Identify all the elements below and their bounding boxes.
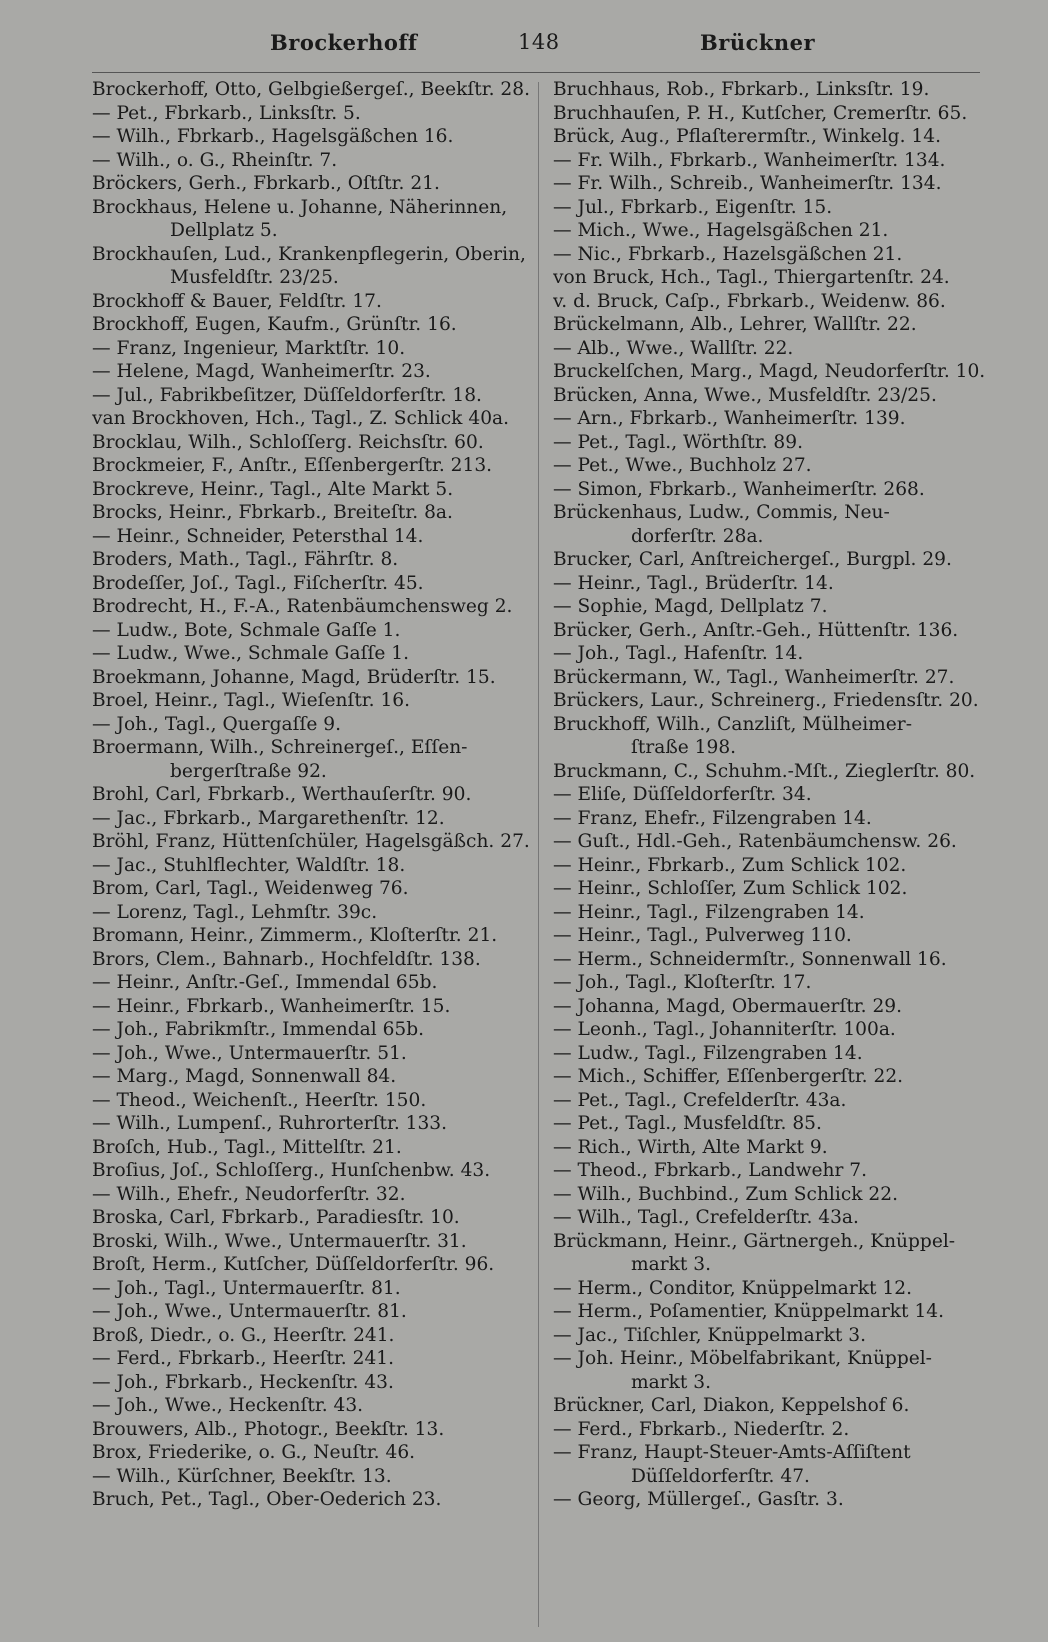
directory-entry-line: Brücken, Anna, Wwe., Musfeldſtr. 23/25. (553, 384, 937, 406)
directory-entry-line: — Jac., Stuhlflechter, Waldſtr. 18. (92, 854, 406, 876)
directory-entry-line: — Pet., Tagl., Musfeldſtr. 85. (553, 1113, 822, 1134)
directory-entry-line: — Sophie, Magd, Dellplatz 7. (553, 596, 828, 617)
page-number: 148 (518, 30, 560, 54)
directory-entry-line: — Joh., Tagl., Kloſterſtr. 17. (553, 972, 812, 993)
directory-entry-line: — Herm., Conditor, Knüppelmarkt 12. (553, 1277, 912, 1299)
directory-entry-line: — Heinr., Tagl., Filzengraben 14. (553, 901, 865, 923)
directory-entry-line: Brocks, Heinr., Fbrkarb., Breiteſtr. 8a. (92, 502, 453, 523)
header-left-entry: Brockerhoff (270, 30, 418, 55)
directory-entry-line: Brückers, Laur., Schreinerg., Friedensſtr. 20. (553, 690, 979, 711)
directory-entry-line: Brocklau, Wilh., Schloſſerg. Reichsſtr. 60. (92, 431, 484, 453)
directory-entry-line: Bröhl, Franz, Hüttenſchüler, Hagelsgäßch. 27. (92, 831, 530, 852)
directory-entry-line: Bruchhauſen, P. H., Kutſcher, Cremerſtr. 65. (553, 102, 968, 124)
directory-entry-line: — Alb., Wwe., Wallſtr. 22. (553, 337, 794, 359)
right-column (553, 78, 988, 1512)
directory-entry-line: Brückner, Carl, Diakon, Keppelshof 6. (553, 1395, 910, 1416)
left-column (92, 78, 532, 1512)
directory-entry-line: — Joh., Wwe., Untermauerſtr. 51. (92, 1042, 407, 1064)
directory-entry-line: — Arn., Fbrkarb., Wanheimerſtr. 139. (553, 408, 906, 429)
directory-entry-line: — Jac., Fbrkarb., Margarethenſtr. 12. (92, 807, 445, 829)
directory-entry-line: — Pet., Tagl., Wörthſtr. 89. (553, 431, 803, 453)
directory-entry-line: — Joh., Fabrikmſtr., Immendal 65b. (92, 1019, 425, 1040)
directory-entry-line: — Eliſe, Düſſeldorferſtr. 34. (553, 784, 812, 805)
directory-entry-line: Brückermann, W., Tagl., Wanheimerſtr. 27. (553, 666, 955, 688)
directory-entry-line: Broermann, Wilh., Schreinergeſ., Eſſen- (92, 737, 468, 758)
directory-entry-line: — Wilh., Kürſchner, Beekſtr. 13. (92, 1465, 392, 1487)
directory-entry-line: Broska, Carl, Fbrkarb., Paradiesſtr. 10. (92, 1207, 460, 1228)
directory-entry-line: Brückelmann, Alb., Lehrer, Wallſtr. 22. (553, 314, 917, 335)
directory-entry-line: dorferſtr. 28a. (631, 525, 764, 547)
directory-entry-line: — Joh., Tagl., Quergaſſe 9. (92, 713, 341, 735)
directory-entry-line: — Franz, Haupt-Steuer-Amts-Aſſiſtent (553, 1442, 911, 1463)
directory-entry-line: — Jac., Tiſchler, Knüppelmarkt 3. (553, 1324, 867, 1346)
directory-entry-line: — Simon, Fbrkarb., Wanheimerſtr. 268. (553, 478, 925, 500)
directory-entry-line: Bruckmann, C., Schuhm.-Mſt., Zieglerſtr. 80. (553, 760, 976, 782)
directory-entry-line: — Jul., Fbrkarb., Eigenſtr. 15. (553, 196, 833, 218)
directory-entry-line: — Heinr., Schneider, Petersthal 14. (92, 525, 424, 547)
directory-entry-line: — Heinr., Fbrkarb., Zum Schlick 102. (553, 854, 907, 876)
directory-entry-line: Broſch, Hub., Tagl., Mittelſtr. 21. (92, 1136, 402, 1158)
directory-entry-line: Brox, Friederike, o. G., Neuſtr. 46. (92, 1442, 416, 1463)
header-right-entry: Brückner (700, 30, 816, 55)
directory-entry-line: Musfeldſtr. 23/25. (170, 267, 339, 288)
directory-entry-line: Bruch, Pet., Tagl., Ober-Oederich 23. (92, 1489, 442, 1510)
directory-entry-line: Brockreve, Heinr., Tagl., Alte Markt 5. (92, 478, 454, 500)
directory-entry-line: — Wilh., Ehefr., Neudorferſtr. 32. (92, 1183, 406, 1205)
directory-entry-line: Brückmann, Heinr., Gärtnergeh., Knüppel- (553, 1230, 956, 1252)
directory-entry-line: — Leonh., Tagl., Johanniterſtr. 100a. (553, 1019, 896, 1040)
directory-entry-line: Bröckers, Gerh., Fbrkarb., Oſtſtr. 21. (92, 173, 440, 194)
directory-entry-line: — Franz, Ehefr., Filzengraben 14. (553, 807, 872, 829)
directory-entry-line: — Wilh., Fbrkarb., Hagelsgäßchen 16. (92, 126, 454, 147)
directory-entry-line: — Fr. Wilh., Schreib., Wanheimerſtr. 134. (553, 173, 942, 194)
directory-entry-line: — Herm., Poſamentier, Knüppelmarkt 14. (553, 1301, 945, 1322)
directory-entry-line: — Ludw., Tagl., Filzengraben 14. (553, 1042, 863, 1064)
directory-entry-line: — Lorenz, Tagl., Lehmſtr. 39c. (92, 901, 378, 923)
directory-entry-line: Brohl, Carl, Fbrkarb., Werthauſerſtr. 90. (92, 784, 472, 805)
directory-entry-line: Broski, Wilh., Wwe., Untermauerſtr. 31. (92, 1230, 467, 1252)
directory-entry-line: — Wilh., o. G., Rheinſtr. 7. (92, 149, 338, 171)
directory-entry-line: Brom, Carl, Tagl., Weidenweg 76. (92, 878, 409, 899)
column-divider (538, 82, 539, 1627)
directory-entry-line: ſtraße 198. (631, 737, 737, 758)
directory-entry-line: — Wilh., Buchbind., Zum Schlick 22. (553, 1183, 898, 1205)
directory-entry-line: Brockhauſen, Lud., Krankenpflegerin, Oberin, (92, 243, 526, 265)
directory-entry-line: Broſt, Herm., Kutſcher, Düſſeldorferſtr. 96. (92, 1254, 495, 1275)
directory-entry-line: — Wilh., Tagl., Crefelderſtr. 43a. (553, 1207, 859, 1228)
directory-entry-line: — Mich., Schiffer, Eſſenbergerſtr. 22. (553, 1066, 904, 1087)
directory-entry-line: — Joh., Wwe., Untermauerſtr. 81. (92, 1301, 407, 1322)
directory-entry-line: — Theod., Fbrkarb., Landwehr 7. (553, 1160, 868, 1181)
directory-entry-line: Düſſeldorferſtr. 47. (631, 1465, 810, 1487)
directory-entry-line: — Georg, Müllergeſ., Gasſtr. 3. (553, 1489, 844, 1510)
directory-entry-line: Bruckhoff, Wilh., Canzliſt, Mülheimer- (553, 713, 912, 735)
directory-entry-line: Brücker, Gerh., Anſtr.-Geh., Hüttenſtr. 136. (553, 619, 959, 641)
directory-entry-line: Brodrecht, H., F.-A., Ratenbäumchensweg 2. (92, 596, 513, 617)
directory-entry-line: — Pet., Tagl., Crefelderſtr. 43a. (553, 1089, 847, 1111)
directory-entry-line: — Heinr., Schloſſer, Zum Schlick 102. (553, 878, 908, 899)
header-rule (92, 72, 980, 73)
directory-entry-line: — Johanna, Magd, Obermauerſtr. 29. (553, 995, 903, 1017)
directory-entry-line: — Guſt., Hdl.-Geh., Ratenbäumchensw. 26. (553, 831, 957, 852)
directory-entry-line: Brockhoff, Eugen, Kaufm., Grünſtr. 16. (92, 314, 457, 335)
directory-entry-line: Broekmann, Johanne, Magd, Brüderſtr. 15. (92, 666, 496, 688)
directory-entry-line: — Joh. Heinr., Möbelfabrikant, Knüppel- (553, 1348, 932, 1369)
directory-entry-line: Broders, Math., Tagl., Fährſtr. 8. (92, 549, 399, 570)
directory-entry-line: — Mich., Wwe., Hagelsgäßchen 21. (553, 220, 889, 241)
directory-entry-line: Brouwers, Alb., Photogr., Beekſtr. 13. (92, 1418, 445, 1440)
directory-entry-line: — Fr. Wilh., Fbrkarb., Wanheimerſtr. 134. (553, 149, 946, 171)
directory-entry-line: bergerſtraße 92. (170, 760, 327, 782)
directory-entry-line: — Ferd., Fbrkarb., Heerſtr. 241. (92, 1348, 395, 1369)
directory-entry-line: Brucker, Carl, Anſtreichergeſ., Burgpl. 29. (553, 549, 952, 570)
directory-entry-line: von Bruck, Hch., Tagl., Thiergartenſtr. 24. (553, 267, 950, 288)
directory-entry-line: Broß, Diedr., o. G., Heerſtr. 241. (92, 1324, 395, 1346)
directory-entry-line: — Joh., Wwe., Heckenſtr. 43. (92, 1395, 364, 1416)
directory-entry-line: — Heinr., Tagl., Brüderſtr. 14. (553, 572, 834, 594)
directory-entry-line: — Heinr., Anſtr.-Geſ., Immendal 65b. (92, 972, 438, 993)
directory-entry-line: — Herm., Schneidermſtr., Sonnenwall 16. (553, 948, 947, 970)
directory-entry-line: v. d. Bruck, Caſp., Fbrkarb., Weidenw. 86. (553, 290, 946, 312)
directory-entry-line: — Pet., Fbrkarb., Linksſtr. 5. (92, 102, 361, 124)
directory-entry-line: — Wilh., Lumpenſ., Ruhrorterſtr. 133. (92, 1113, 448, 1134)
directory-entry-line: — Heinr., Tagl., Pulverweg 110. (553, 925, 852, 946)
directory-entry-line: Bruchhaus, Rob., Fbrkarb., Linksſtr. 19. (553, 79, 930, 100)
directory-entry-line: Bruckelſchen, Marg., Magd, Neudorferſtr. 10. (553, 361, 986, 382)
directory-entry-line: Bromann, Heinr., Zimmerm., Kloſterſtr. 21. (92, 925, 498, 946)
directory-entry-line: — Ludw., Bote, Schmale Gaſſe 1. (92, 619, 401, 641)
directory-entry-line: — Joh., Fbrkarb., Heckenſtr. 43. (92, 1371, 394, 1393)
directory-entry-line: Brockerhoff, Otto, Gelbgießergeſ., Beekſtr. 28. (92, 79, 530, 100)
directory-entry-line: Brodeſſer, Joſ., Tagl., Fiſcherſtr. 45. (92, 572, 424, 594)
directory-entry-line: Brückenhaus, Ludw., Commis, Neu- (553, 502, 890, 523)
directory-entry-line: — Ferd., Fbrkarb., Niederſtr. 2. (553, 1418, 850, 1440)
directory-entry-line: Brockhaus, Helene u. Johanne, Näherinnen, (92, 196, 508, 218)
directory-entry-line: — Joh., Tagl., Untermauerſtr. 81. (92, 1277, 401, 1299)
directory-entry-line: — Franz, Ingenieur, Marktſtr. 10. (92, 337, 406, 359)
directory-entry-line: markt 3. (631, 1254, 711, 1275)
directory-entry-line: Dellplatz 5. (170, 220, 278, 241)
directory-entry-line: — Jul., Fabrikbeſitzer, Düſſeldorferſtr. 18. (92, 384, 482, 406)
directory-entry-line: — Theod., Weichenſt., Heerſtr. 150. (92, 1089, 427, 1111)
directory-entry-line: — Ludw., Wwe., Schmale Gaſſe 1. (92, 643, 409, 664)
directory-entry-line: van Brockhoven, Hch., Tagl., Z. Schlick 40a. (92, 408, 510, 429)
directory-entry-line: — Marg., Magd, Sonnenwall 84. (92, 1066, 397, 1087)
directory-entry-line: markt 3. (631, 1371, 711, 1393)
directory-entry-line: — Helene, Magd, Wanheimerſtr. 23. (92, 361, 431, 382)
directory-entry-line: Brück, Aug., Pflaſterermſtr., Winkelg. 14. (553, 126, 941, 147)
directory-entry-line: Brockhoff & Bauer, Feldſtr. 17. (92, 290, 382, 312)
directory-entry-line: — Nic., Fbrkarb., Hazelsgäßchen 21. (553, 243, 903, 265)
directory-entry-line: — Rich., Wirth, Alte Markt 9. (553, 1136, 828, 1158)
directory-entry-line: — Heinr., Fbrkarb., Wanheimerſtr. 15. (92, 995, 451, 1017)
directory-entry-line: Brors, Clem., Bahnarb., Hochfeldſtr. 138. (92, 948, 481, 970)
directory-entry-line: — Joh., Tagl., Hafenſtr. 14. (553, 643, 804, 664)
directory-entry-line: Brockmeier, F., Anſtr., Eſſenbergerſtr. 213. (92, 455, 493, 476)
directory-entry-line: Broel, Heinr., Tagl., Wieſenſtr. 16. (92, 690, 411, 711)
directory-entry-line: Broſius, Joſ., Schloſſerg., Hunſchenbw. 43. (92, 1160, 491, 1181)
directory-entry-line: — Pet., Wwe., Buchholz 27. (553, 455, 812, 476)
